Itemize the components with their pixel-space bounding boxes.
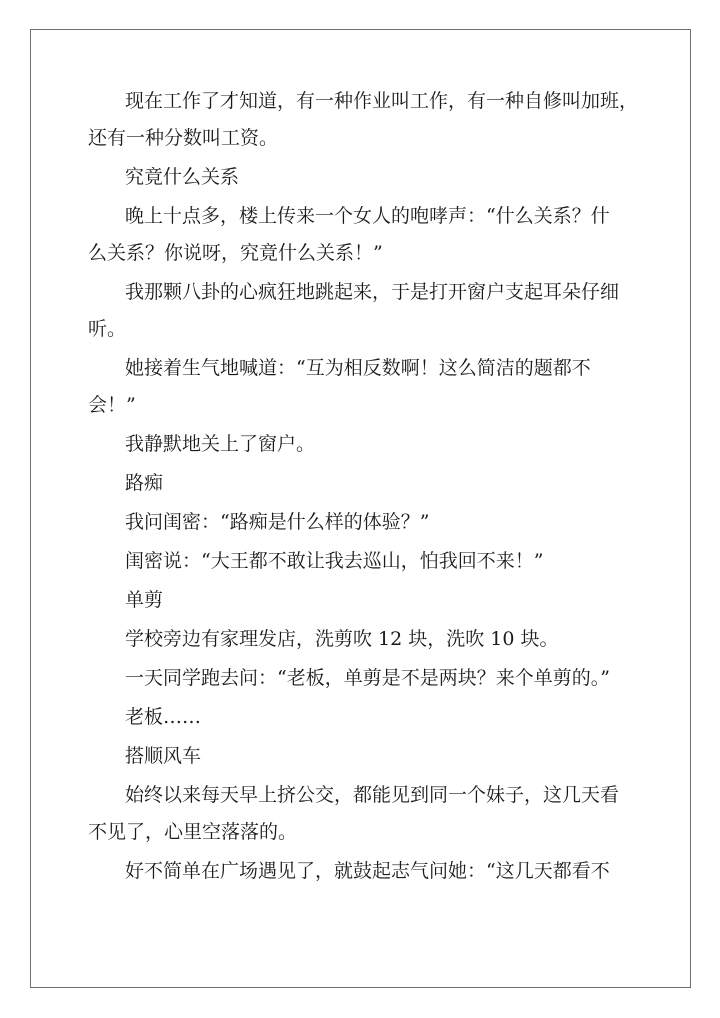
text-line: 始终以来每天早上挤公交，都能见到同一个妹子，这几天看 bbox=[125, 784, 620, 806]
text-line: 会！” bbox=[88, 394, 136, 416]
section-heading: 路痴 bbox=[125, 472, 164, 494]
text-line: 她接着生气地喊道：“互为相反数啊！这么简洁的题都不 bbox=[125, 357, 591, 379]
text-line: 闺密说：“大王都不敢让我去巡山，怕我回不来！” bbox=[125, 550, 544, 572]
text-line: 我那颗八卦的心疯狂地跳起来，于是打开窗户支起耳朵仔细 bbox=[125, 281, 620, 303]
document-body bbox=[88, 90, 642, 882]
text-line: 听。 bbox=[88, 318, 127, 340]
section-heading: 搭顺风车 bbox=[125, 745, 202, 767]
text-line: 老板…… bbox=[125, 706, 202, 728]
text-line: 好不简单在广场遇见了，就鼓起志气问她：“这几天都看不 bbox=[125, 860, 610, 882]
section-heading: 究竟什么关系 bbox=[125, 166, 240, 188]
text-line: 学校旁边有家理发店，洗剪吹 12 块，洗吹 10 块。 bbox=[125, 628, 559, 650]
text-line: 我问闺密：“路痴是什么样的体验？” bbox=[125, 511, 430, 533]
text-line: 晚上十点多，楼上传来一个女人的咆哮声：“什么关系？什 bbox=[125, 205, 610, 227]
text-line: 我静默地关上了窗户。 bbox=[125, 433, 316, 455]
text-line: 么关系？你说呀，究竟什么关系！” bbox=[88, 242, 383, 264]
text-line: 不见了，心里空落落的。 bbox=[88, 821, 298, 843]
text-line: 还有一种分数叫工资。 bbox=[88, 127, 279, 149]
text-line: 一天同学跑去问：“老板，单剪是不是两块？来个单剪的。” bbox=[125, 667, 610, 689]
section-heading: 单剪 bbox=[125, 589, 164, 611]
text-line: 现在工作了才知道，有一种作业叫工作，有一种自修叫加班， bbox=[125, 90, 639, 112]
